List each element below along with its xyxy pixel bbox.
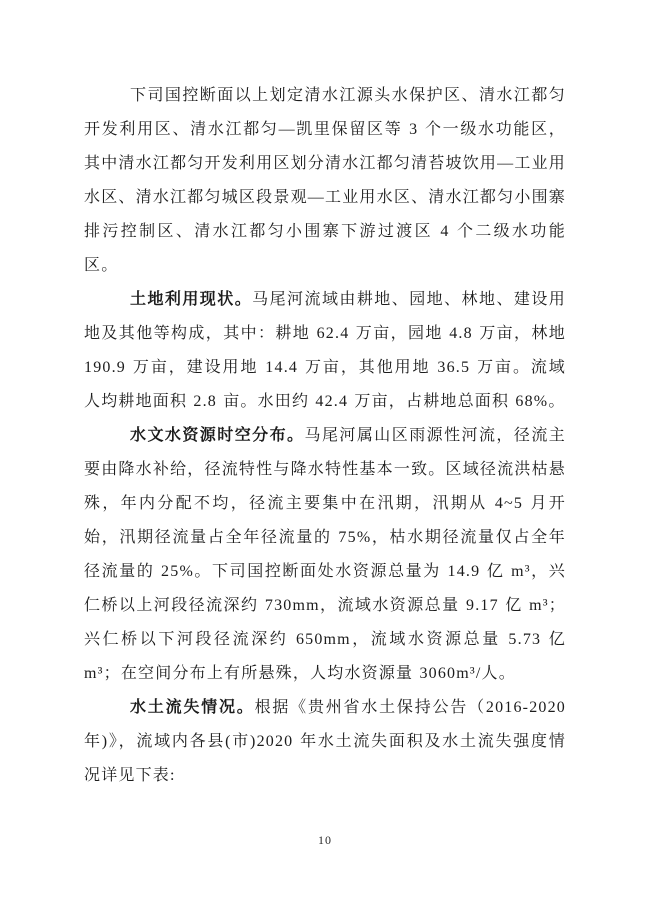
text-block (84, 79, 566, 793)
paragraph-water-function-zones (84, 79, 566, 283)
paragraph-soil-erosion-text: 根据《贵州省水土保持公告（2016-2020 年)》，流域内各县(市)2020 年水土流失面积及水土流失强度情况详见下表: (84, 699, 566, 784)
paragraph-hydrology (84, 419, 566, 691)
page-number: 10 (318, 833, 332, 847)
paragraph-hydrology-lead: 水文水资源时空分布。 (130, 427, 305, 444)
paragraph-land-use-lead: 土地利用现状。 (130, 291, 253, 308)
paragraph-soil-erosion-lead: 水土流失情况。 (130, 699, 255, 716)
paragraph-soil-erosion (84, 691, 566, 793)
paragraph-land-use (84, 283, 566, 419)
paragraph-land-use-text: 马尾河流域由耕地、园地、林地、建设用地及其他等构成，其中：耕地 62.4 万亩，园地 4.8 万亩，林地 190.9 万亩，建设用地 14.4 万亩，其他用地 36.5 万亩。流域人均耕地面积 2.8 亩。水田约 42.4 万亩，占耕地总面积 68%。 (84, 291, 566, 410)
paragraph-hydrology-text: 马尾河属山区雨源性河流，径流主要由降水补给，径流特性与降水特性基本一致。区域径流洪枯悬殊，年内分配不均，径流主要集中在汛期，汛期从 4~5 月开始，汛期径流量占全年径流量的 75%，枯水期径流量仅占全年径流量的 25%。下司国控断面处水资源总量为 14.9 亿 m³，兴仁桥以上河段径流深约 730mm，流域水资源总量 9.17 亿 m³；兴仁桥以下河段径流深约 650mm，流域水资源总量 5.73 亿 m³；在空间分布上有所悬殊，人均水资源量 3060m³/人。 (84, 427, 566, 682)
paragraph-water-function-zones-text: 下司国控断面以上划定清水江源头水保护区、清水江都匀开发利用区、清水江都匀—凯里保留区等 3 个一级水功能区，其中清水江都匀开发利用区划分清水江都匀清苔坡饮用—工业用水区、清水江都匀城区段景观—工业用水区、清水江都匀小围寨排污控制区、清水江都匀小围寨下游过渡区 4 个二级水功能区。 (84, 87, 566, 274)
